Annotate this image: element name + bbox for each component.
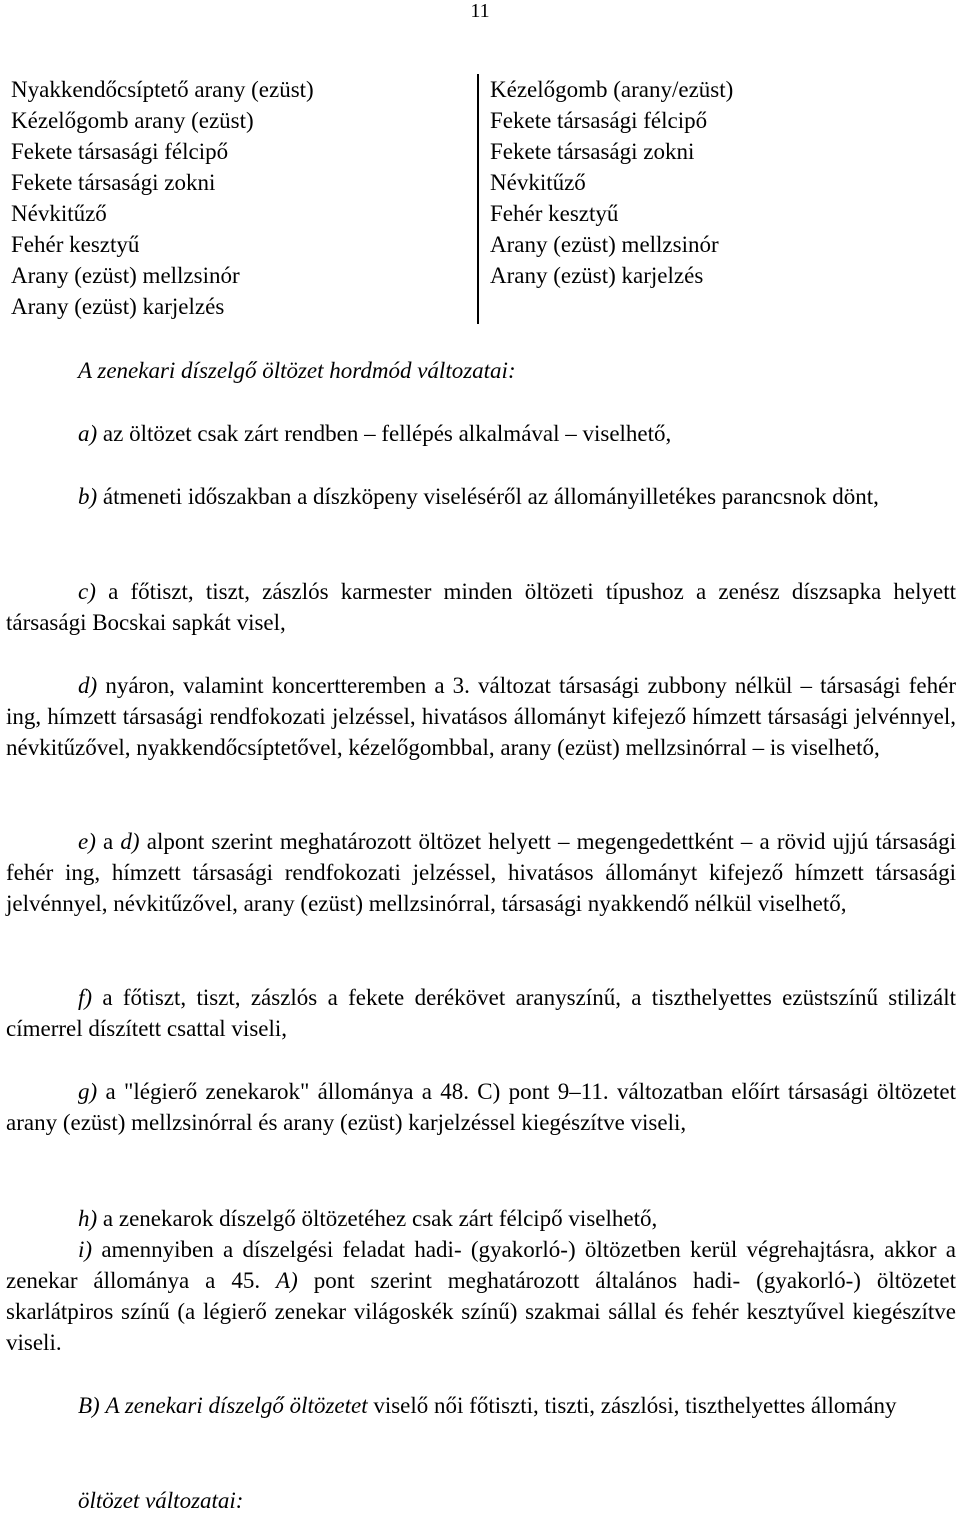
uniform-items-table — [0, 74, 960, 324]
left-item: Névkitűző — [11, 201, 107, 226]
item-b — [6, 481, 956, 512]
left-item: Arany (ezüst) mellzsinór — [11, 263, 240, 288]
item-c — [6, 576, 956, 638]
left-column — [11, 74, 314, 322]
item-i-ref: A) — [276, 1268, 298, 1293]
item-i-marker: i) — [78, 1237, 93, 1262]
item-b-text: átmeneti időszakban a díszköpeny viseléséről az állományilletékes parancsnok dönt, — [102, 484, 879, 509]
item-a-marker: a) — [78, 421, 98, 446]
item-a — [6, 418, 956, 449]
left-item: Fehér kesztyű — [11, 232, 140, 257]
right-item: Névkitűző — [490, 170, 586, 195]
item-e-ref: d) — [120, 829, 140, 854]
item-h-text: a zenekarok díszelgő öltözetéhez csak zárt félcipő viselhető, — [102, 1206, 658, 1231]
item-d — [6, 670, 956, 763]
left-item: Fekete társasági félcipő — [11, 139, 229, 164]
item-g-text: a "légierő zenekarok" állománya a 48. C) pont 9–11. változatban előírt társasági öltözetet arany (ezüst) mellzsinórral és arany (ezüst) karjelzéssel kiegészítve viseli, — [6, 1079, 957, 1135]
section-heading: A zenekari díszelgő öltözet hordmód változatai: — [78, 358, 516, 383]
section-b — [6, 1390, 956, 1421]
item-d-text: nyáron, valamint koncertteremben a 3. változat társasági zubbony nélkül – társasági fehér ing, hímzett társasági rendfokozati jelzéssel, hivatásos állományt kifejező hímzett társasági jelvénnyel, névkitűzővel, nyakkendőcsíptetővel, kézelőgombbal, arany (ezüst) mellzsinórral – is viselhető, — [6, 673, 957, 760]
right-item: Fekete társasági félcipő — [490, 108, 708, 133]
left-item: Fekete társasági zokni — [11, 170, 216, 195]
right-item: Fekete társasági zokni — [490, 139, 695, 164]
item-d-marker: d) — [78, 673, 98, 698]
section-heading-wrap — [6, 355, 956, 386]
right-column — [490, 74, 733, 291]
item-f-text: a főtiszt, tiszt, zászlós a fekete derékövet aranyszínű, a tiszthelyettes ezüstszínű stilizált címerrel díszített csattal viseli, — [6, 985, 956, 1041]
section-b-text: viselő női főtiszti, tiszti, zászlósi, tiszthelyettes állomány — [373, 1393, 897, 1418]
left-item: Nyakkendőcsíptető arany (ezüst) — [11, 77, 314, 102]
left-item: Kézelőgomb arany (ezüst) — [11, 108, 254, 133]
item-g-marker: g) — [78, 1079, 98, 1104]
item-i — [6, 1234, 956, 1358]
item-e-text: alpont szerint meghatározott öltözet helyett – megengedettként – a rövid ujjú társasági fehér ing, hímzett társasági rendfokozati jelzéssel, hivatásos állományt kifejező hímzett társasági jelvénnyel, névkitűzővel, arany (ezüst) mellzsinórral, társasági nyakkendő nélkül viselhető, — [6, 829, 957, 916]
column-divider — [477, 74, 479, 324]
item-c-text: a főtiszt, tiszt, zászlós karmester minden öltözeti típushoz a zenész díszsapka helyett társasági Bocskai sapkát visel, — [6, 579, 957, 635]
right-item: Fehér kesztyű — [490, 201, 619, 226]
item-f-marker: f) — [78, 985, 93, 1010]
item-f — [6, 982, 956, 1044]
item-e-pre: a — [103, 829, 114, 854]
item-b-marker: b) — [78, 484, 98, 509]
item-e-marker: e) — [78, 829, 96, 854]
item-g — [6, 1076, 956, 1138]
item-h — [6, 1203, 956, 1234]
item-c-marker: c) — [78, 579, 96, 604]
item-a-text: az öltözet csak zárt rendben – fellépés alkalmával – viselhető, — [102, 421, 672, 446]
section-b-subheading-wrap — [6, 1485, 956, 1516]
section-b-marker: B) — [78, 1393, 100, 1418]
item-h-marker: h) — [78, 1206, 98, 1231]
item-i-text-1: amennyiben a díszelgési feladat hadi- (gyakorló-) öltözetben kerül végrehajtásra, akkor a zenekar állománya a 45. — [6, 1237, 956, 1293]
section-b-subheading: öltözet változatai: — [78, 1488, 244, 1513]
right-item: Kézelőgomb (arany/ezüst) — [490, 77, 734, 102]
right-item: Arany (ezüst) karjelzés — [490, 263, 704, 288]
item-e — [6, 826, 956, 919]
item-i-text-2: pont szerint meghatározott általános hadi- (gyakorló-) öltözetet skarlátpiros színű (a légierő zenekar világoskék színű) szakmai sállal és fehér kesztyűvel kiegészítve viseli. — [6, 1268, 957, 1355]
right-item: Arany (ezüst) mellzsinór — [490, 232, 719, 257]
page-number: 11 — [470, 0, 490, 22]
section-b-italic: A zenekari díszelgő öltözetet — [105, 1393, 368, 1418]
left-item: Arany (ezüst) karjelzés — [11, 294, 225, 319]
